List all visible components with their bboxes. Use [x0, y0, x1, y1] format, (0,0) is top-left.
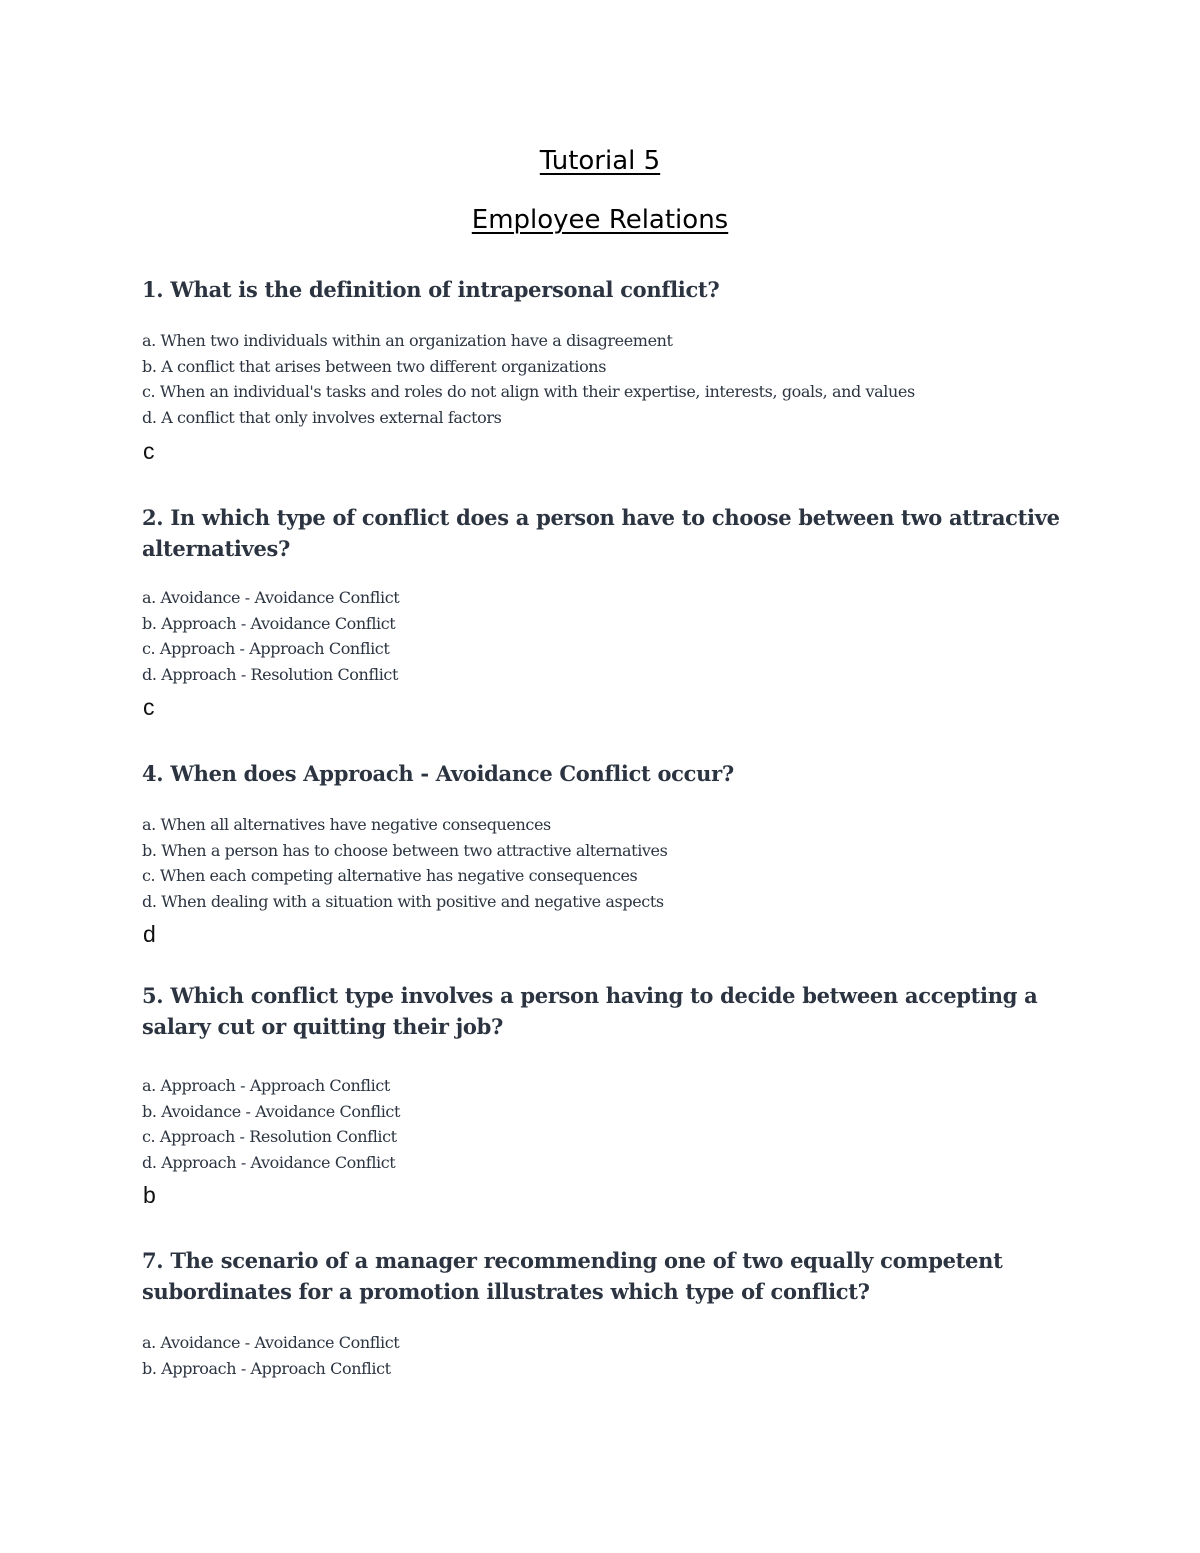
answer-1: c	[143, 438, 155, 464]
question-1-options	[142, 328, 1102, 430]
option-a: a. Avoidance - Avoidance Conflict	[142, 1333, 400, 1352]
document-subtitle: Employee Relations	[471, 205, 729, 235]
option-d: d. When dealing with a situation with positive and negative aspects	[142, 891, 664, 911]
option-d: d. Approach - Resolution Conflict	[142, 664, 398, 684]
question-5: 5. Which conflict type involves a person having to decide between accepting a salary cut or quitting their job?	[142, 983, 1038, 1039]
option-d: d. A conflict that only involves external factors	[142, 407, 502, 427]
question-7: 7. The scenario of a manager recommending one of two equally competent subordinates for a promotion illustrates which type of conflict?	[142, 1248, 1003, 1304]
question-4: 4. When does Approach - Avoidance Conflict occur?	[142, 761, 734, 786]
question-7-options	[142, 1330, 1102, 1381]
option-d: d. Approach - Avoidance Conflict	[142, 1152, 396, 1172]
answer-4: d	[143, 921, 156, 947]
option-c: c. When an individual's tasks and roles do not align with their expertise, interests, goals, and values	[142, 382, 915, 401]
question-2: 2. In which type of conflict does a person have to choose between two attractive alternatives?	[142, 505, 1060, 561]
question-4-options	[142, 812, 1102, 914]
question-5-options	[142, 1073, 1102, 1175]
option-a: a. Approach - Approach Conflict	[142, 1076, 390, 1095]
question-1: 1. What is the definition of intrapersonal conflict?	[142, 277, 720, 302]
document-title: Tutorial 5	[539, 146, 661, 176]
question-2-options	[142, 585, 1102, 687]
option-a: a. When all alternatives have negative consequences	[142, 815, 551, 834]
answer-2: c	[143, 694, 155, 720]
option-b: b. Avoidance - Avoidance Conflict	[142, 1101, 401, 1121]
option-b: b. A conflict that arises between two different organizations	[142, 356, 607, 376]
option-a: a. When two individuals within an organization have a disagreement	[142, 331, 673, 350]
option-c: c. Approach - Resolution Conflict	[142, 1127, 397, 1146]
option-b: b. When a person has to choose between two attractive alternatives	[142, 840, 668, 860]
option-b: b. Approach - Approach Conflict	[142, 1358, 391, 1378]
answer-5: b	[143, 1182, 156, 1208]
option-c: c. Approach - Approach Conflict	[142, 639, 390, 658]
option-a: a. Avoidance - Avoidance Conflict	[142, 588, 400, 607]
option-c: c. When each competing alternative has negative consequences	[142, 866, 638, 885]
option-b: b. Approach - Avoidance Conflict	[142, 613, 396, 633]
